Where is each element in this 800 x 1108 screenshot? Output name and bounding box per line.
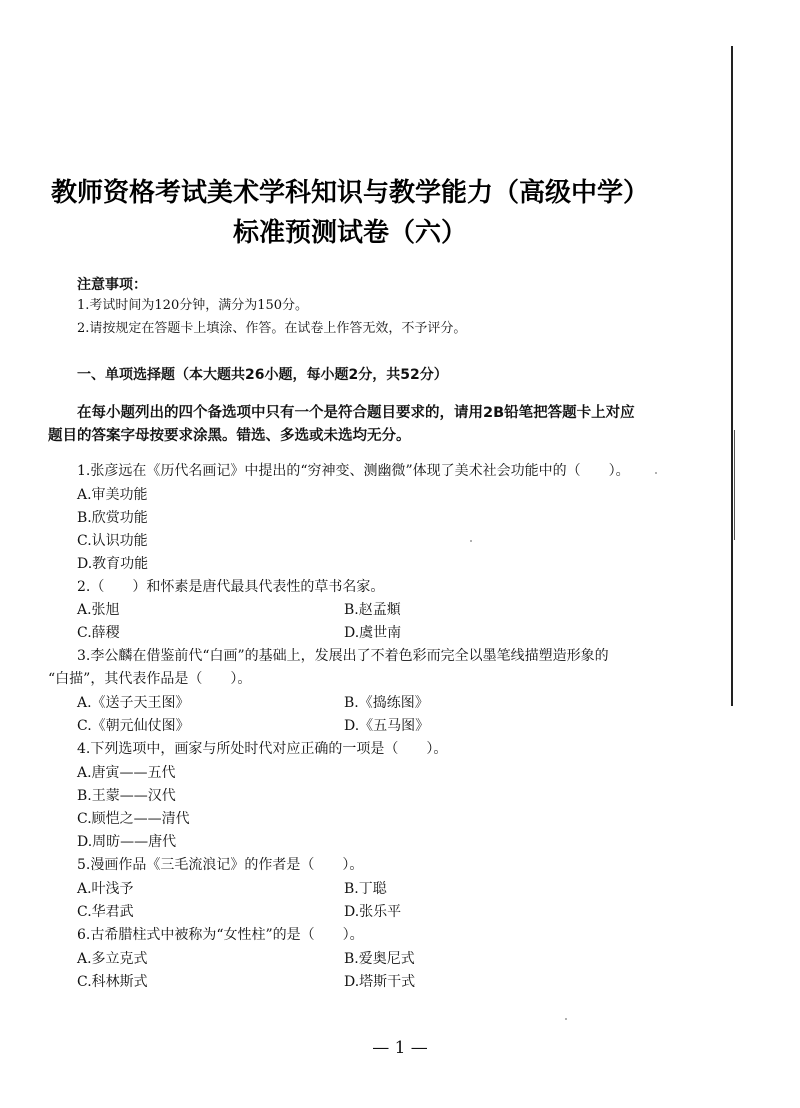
answer-option: C.《朝元仙仗图》 [77, 718, 190, 734]
question-stem: 1.张彦远在《历代名画记》中提出的“穷神变、测幽微”体现了美术社会功能中的（ ）。 [77, 463, 630, 479]
notice-heading: 注意事项： [77, 277, 147, 293]
answer-option: D.教育功能 [77, 556, 149, 572]
section-heading: 一、单项选择题（本大题共26小题，每小题2分，共52分） [77, 367, 448, 383]
answer-option: B.欣赏功能 [77, 510, 148, 526]
answer-option: A.《送子天王图》 [77, 695, 190, 711]
answer-option: C.认识功能 [77, 533, 148, 549]
scan-speck [565, 1018, 567, 1020]
answer-option: A.张旭 [77, 602, 120, 618]
answer-option: A.唐寅——五代 [77, 765, 176, 781]
answer-option: D.虞世南 [344, 625, 402, 641]
question-stem: 4.下列选项中，画家与所处时代对应正确的一项是（ ）。 [77, 741, 448, 757]
answer-option: A.审美功能 [77, 487, 148, 503]
scan-edge-line [731, 46, 733, 706]
page-number: — 1 — [372, 1038, 428, 1058]
answer-option: D.张乐平 [344, 904, 402, 920]
scan-speck [470, 540, 472, 542]
section-instructions-cont: 题目的答案字母按要求涂黑。错选、多选或未选均无分。 [48, 428, 411, 444]
scan-edge-line-secondary [734, 430, 735, 540]
exam-title: 教师资格考试美术学科知识与教学能力（高级中学） [50, 178, 649, 208]
notice-item: 2.请按规定在答题卡上填涂、作答。在试卷上作答无效，不予评分。 [77, 321, 467, 336]
answer-option: C.顾恺之——清代 [77, 811, 190, 827]
answer-option: B.赵孟頫 [344, 602, 401, 618]
answer-option: C.薛稷 [77, 625, 120, 641]
answer-option: B.王蒙——汉代 [77, 788, 176, 804]
scan-speck [655, 472, 657, 474]
answer-option: A.叶浅予 [77, 881, 134, 897]
answer-option: D.周昉——唐代 [77, 834, 177, 850]
section-instructions: 在每小题列出的四个备选项中只有一个是符合题目要求的，请用2B铅笔把答题卡上对应 [77, 405, 635, 421]
answer-option: C.华君武 [77, 904, 134, 920]
answer-option: A.多立克式 [77, 951, 148, 967]
answer-option: B.丁聪 [344, 881, 387, 897]
answer-option: C.科林斯式 [77, 974, 148, 990]
answer-option: D.塔斯干式 [344, 974, 416, 990]
answer-option: B.爱奥尼式 [344, 951, 415, 967]
question-stem-cont: “白描”，其代表作品是（ ）。 [48, 671, 252, 687]
answer-option: B.《捣练图》 [344, 695, 429, 711]
answer-option: D.《五马图》 [344, 718, 430, 734]
notice-item: 1.考试时间为120分钟，满分为150分。 [77, 298, 309, 313]
exam-subtitle: 标准预测试卷（六） [232, 218, 467, 248]
question-stem: 3.李公麟在借鉴前代“白画”的基础上，发展出了不着色彩而完全以墨笔线描塑造形象的 [77, 648, 609, 664]
question-stem: 5.漫画作品《三毛流浪记》的作者是（ ）。 [77, 857, 364, 873]
question-stem: 2.（ ）和怀素是唐代最具代表性的草书名家。 [77, 579, 385, 595]
question-stem: 6.古希腊柱式中被称为“女性柱”的是（ ）。 [77, 927, 364, 943]
